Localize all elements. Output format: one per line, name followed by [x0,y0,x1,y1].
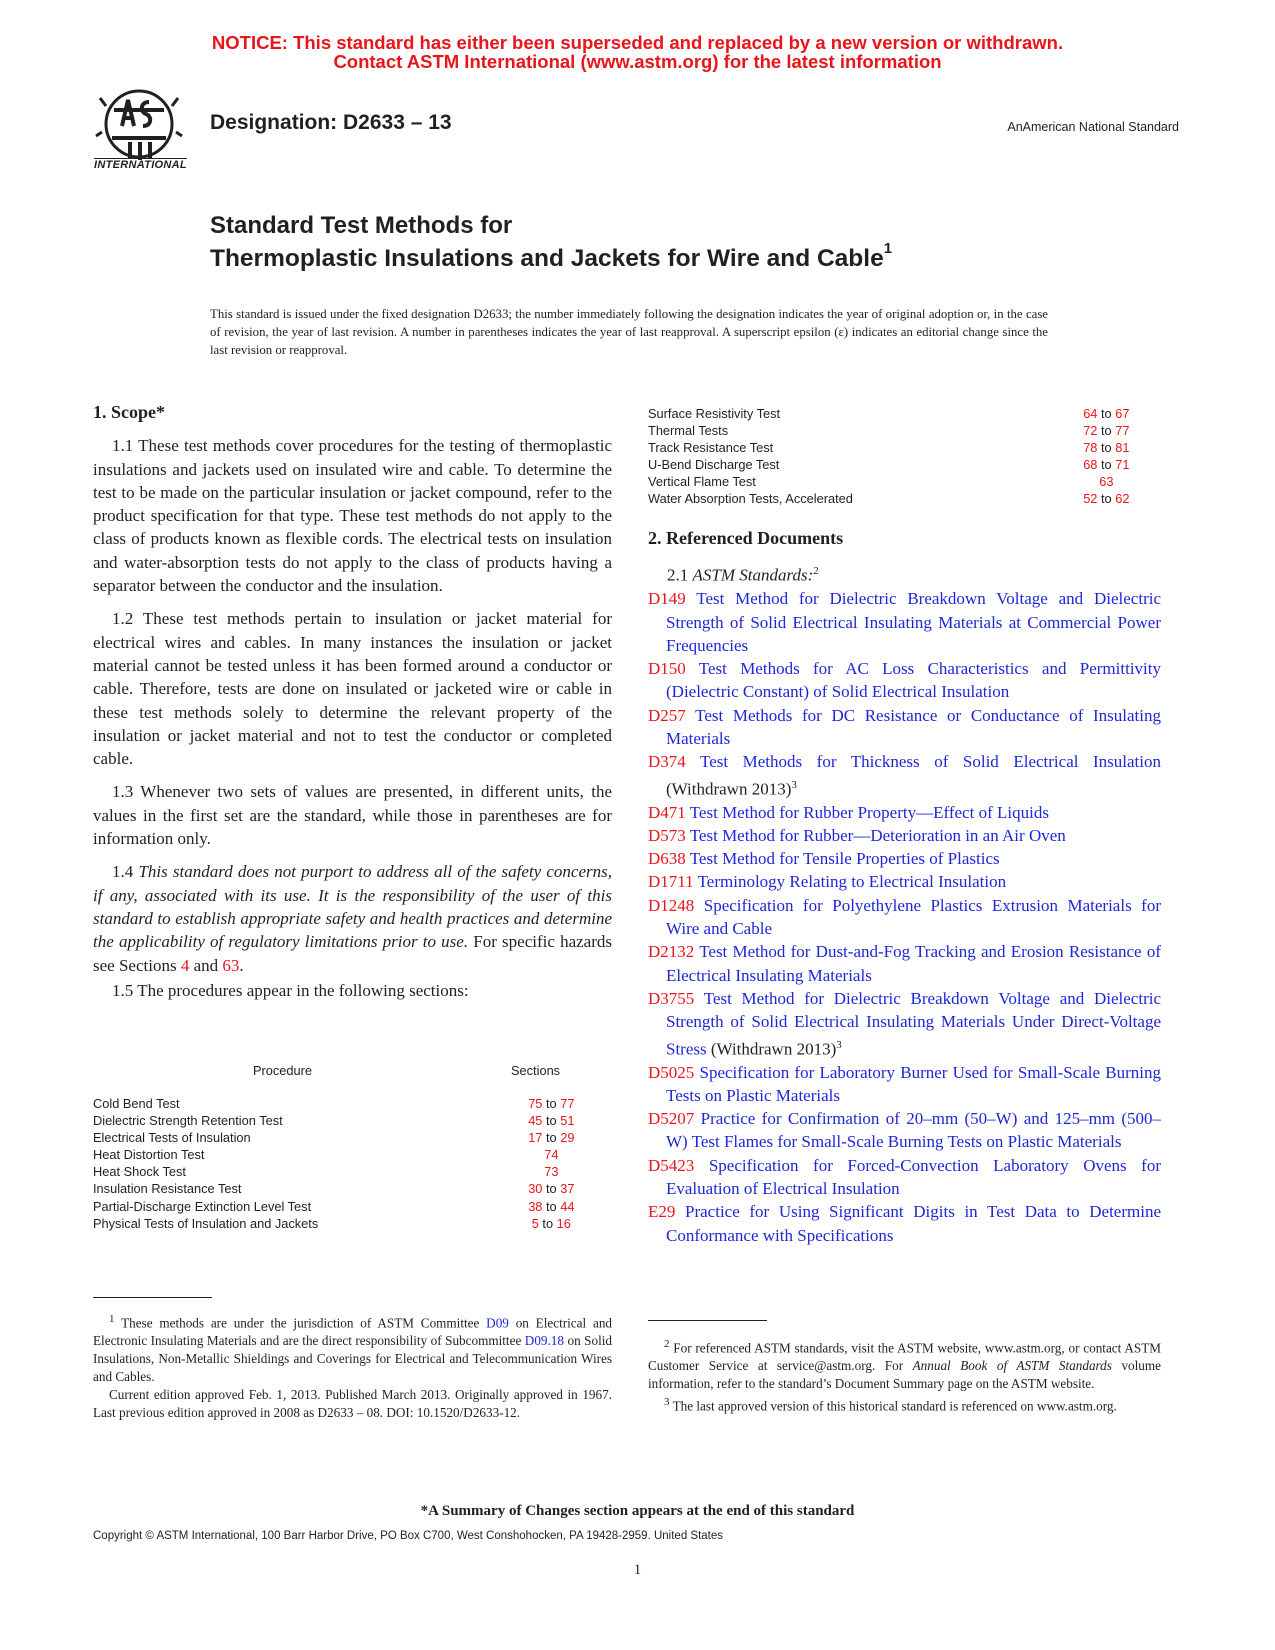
range-to: to [545,1113,557,1129]
procedure-name: Physical Tests of Insulation and Jackets [93,1215,319,1231]
section-link[interactable]: 74 [544,1147,559,1163]
referenced-document-d5025 [648,1061,1161,1108]
section-link[interactable]: 72 [1083,423,1098,439]
range-to: to [545,1130,557,1146]
title-line-2 [210,240,893,273]
procedure-row [648,456,1148,473]
footnotes-right [648,1335,1161,1416]
procedure-row [93,1215,593,1232]
document-title-link[interactable]: Practice for Confirmation of 20–mm (50–W) and 125–mm (500–W) Test Flames for Small-Scale Burning Tests on Plastic Materials [666,1109,1161,1152]
paragraph-number: 1.4 [112,862,134,882]
safety-caveat: This standard does not purport to address all of the safety concerns, if any, associated with its use. It is the responsibility of the user of this standard to establish appropriate safety and health practices and determine the applicability of regulatory limitations prior to use. [93,862,613,952]
procedure-name: Partial-Discharge Extinction Level Test [93,1198,312,1214]
notice-line-1: NOTICE: This standard has either been superseded and replaced by a new version or withdrawn. [211,32,1064,53]
title-text: Thermoplastic Insulations and Jackets for Wire and Cable [210,245,884,273]
procedure-row [93,1163,593,1180]
procedure-name: Dielectric Strength Retention Test [93,1113,283,1129]
withdrawn-note: (Withdrawn 2013) [666,779,792,799]
referenced-document-d3755 [648,987,1161,1061]
procedure-sections [1065,405,1148,422]
referenced-document-d374 [648,750,1161,800]
section-link[interactable]: 81 [1115,440,1130,456]
range-to: to [1100,406,1112,421]
referenced-document-d638 [648,847,1161,870]
annual-book-title: Annual Book of ASTM Standards [912,1358,1112,1374]
referenced-document-d257 [648,704,1161,751]
right-column [648,527,1161,1247]
range-to: to [1100,457,1112,473]
footnote-2-text-a: For referenced ASTM standards, visit the ASTM website, www.astm.org, or contact ASTM Customer Service at service@astm.org. For [648,1340,1162,1374]
procedure-row [93,1198,593,1215]
footnote-3 [648,1393,1161,1415]
procedure-sections [510,1146,593,1163]
procedure-row [648,422,1148,439]
document-title-link[interactable]: Practice for Using Significant Digits in Test Data to Determine Conformance with Specifications [666,1202,1161,1245]
section-link[interactable]: 5 [531,1215,539,1231]
logo-text: INTERNATIONAL [94,159,187,171]
footnotes-left [93,1310,612,1422]
document-code-link[interactable]: D471 [648,802,686,822]
page-number: 1 [633,1562,642,1578]
document-code-link[interactable]: D2132 [648,942,695,962]
section-link[interactable]: 64 [1083,406,1098,421]
withdrawn-note: (Withdrawn 2013) [710,1039,837,1059]
section-link[interactable]: 73 [544,1164,559,1180]
procedure-name: Thermal Tests [648,423,729,439]
document-title-link[interactable]: Specification for Polyethylene Plastics Extrusion Materials for Wire and Cable [666,895,1161,939]
document-title-link[interactable]: Test Methods for AC Loss Characteristics and Permittivity (Dielectric Constant) of Solid Electrical Insulation [666,659,1161,702]
footnote-1-text-a: These methods are under the jurisdiction of ASTM Committee [121,1315,480,1331]
document-code-link[interactable]: D573 [648,825,686,845]
section-link[interactable]: 77 [1115,423,1130,439]
procedure-name: Surface Resistivity Test [648,406,781,421]
subcommittee-d09-18-link[interactable]: D09.18 [524,1333,564,1349]
document-code-link[interactable]: D3755 [648,988,695,1008]
referenced-document-d5423 [648,1154,1161,1201]
american-national-standard-label: AnAmerican National Standard [1007,120,1179,134]
document-code-link[interactable]: E29 [648,1202,676,1222]
procedure-row [93,1095,593,1112]
procedure-name: Cold Bend Test [93,1096,180,1111]
procedure-sections [510,1112,593,1129]
section-link[interactable]: 51 [560,1113,575,1129]
range-to: to [1100,440,1112,456]
referenced-document-d150 [648,657,1161,704]
procedure-sections [1065,456,1148,473]
referenced-document-d1711 [648,870,1161,893]
footnote-2-mark: 2 [813,565,819,578]
section-link[interactable]: 44 [560,1198,575,1214]
summary-of-changes-note: *A Summary of Changes section appears at the end of this standard [420,1503,855,1519]
section-link[interactable]: 45 [528,1113,543,1129]
scope-paragraph-1-2: 1.2 These test methods pertain to insulation or jacket material for electrical wires and cables. In many instances the insulation or jacket material cannot be tested unless it has been formed around a conductor or cable. Therefore, tests are done on insulated or jacketed wire or cable in these test methods solely to determine the relevant property of the insulation or jacket material and not to test the conductor or completed cable. [93,609,612,769]
procedure-name: Heat Shock Test [93,1164,186,1180]
document-title-link[interactable]: Terminology Relating to Electrical Insulation [697,872,1007,892]
range-to: to [545,1181,557,1197]
procedure-row [93,1180,593,1197]
referenced-document-d1248 [648,894,1161,941]
procedure-sections [1065,490,1148,507]
subsection-number: 2.1 [667,565,689,585]
notice-line-2: Contact ASTM International (www.astm.org) for the latest information [333,51,942,72]
scope-paragraph-1-4 [93,860,612,976]
section-link[interactable]: 30 [528,1181,543,1197]
procedure-sections [1065,422,1148,439]
title-line-1: Standard Test Methods for [210,212,513,239]
section-link[interactable]: 71 [1115,457,1130,473]
section-link[interactable]: 17 [528,1130,543,1146]
footnote-1-text-b: on Electrical and Electronic Insulating Materials and are the direct responsibility of Subcommittee [93,1315,613,1349]
footnote-3-text: The last approved version of this historical standard is referenced on www.astm.org. [672,1398,1117,1414]
footnote-3-mark: 3 [836,1038,842,1051]
scope-paragraph-1-3: 1.3 Whenever two sets of values are presented, in different units, the values in the first set are the standard, while those in parentheses are for information only. [93,782,612,849]
title-footnote-mark: 1 [883,240,893,257]
footnote-2 [648,1335,1161,1393]
footnote-1-edition: Current edition approved Feb. 1, 2013. Published March 2013. Originally approved in 1967. Last previous edition approved in 2008 as D2633 – 08. DOI: 10.1520/D2633-12. [93,1387,612,1421]
section-link[interactable]: 68 [1083,457,1098,473]
document-title-link[interactable]: Specification for Laboratory Burner Used for Small-Scale Burning Tests on Plastic Materials [666,1062,1161,1105]
procedure-name: Vertical Flame Test [648,474,756,490]
procedure-sections [510,1129,593,1146]
procedure-row [93,1129,593,1146]
document-code-link[interactable]: D5025 [648,1062,695,1082]
procedure-sections [510,1095,593,1112]
procedure-sections [510,1163,593,1180]
procedure-name: Electrical Tests of Insulation [93,1130,251,1146]
referenced-document-d471 [648,801,1161,824]
range-to: to [1100,423,1112,439]
footnote-1-mark: 1 [109,1313,115,1325]
procedure-name: Track Resistance Test [648,440,774,456]
range-to: to [542,1215,554,1231]
document-code-link[interactable]: D638 [648,849,686,869]
document-code-link[interactable]: D150 [648,659,686,679]
scope-heading: 1. Scope* [93,402,165,422]
referenced-document-e29 [648,1200,1161,1247]
procedure-row [648,473,1148,490]
section-link[interactable]: 75 [528,1096,543,1111]
document-title-link[interactable]: Specification for Forced-Convection Laboratory Ovens for Evaluation of Electrical Insulation [666,1155,1161,1198]
document-title-link[interactable]: Test Method for Dust-and-Fog Tracking and Erosion Resistance of Electrical Insulating Materials [666,942,1161,985]
document-title-link[interactable]: Test Method for Dielectric Breakdown Voltage and Dielectric Strength of Solid Electrical Insulating Materials at Commercial Power Frequencies [666,589,1161,655]
procedure-name: U-Bend Discharge Test [648,457,780,473]
procedure-name: Heat Distortion Test [93,1147,205,1163]
section-link[interactable]: 62 [1115,491,1130,507]
document-title-link[interactable]: Test Method for Rubber Property—Effect of Liquids [689,802,1049,822]
section-4-link[interactable]: 4 [180,955,190,975]
procedure-name: Water Absorption Tests, Accelerated [648,491,853,507]
footnote-1 [93,1310,612,1386]
and-text: and [193,955,219,975]
document-title-link[interactable]: Test Method for Rubber—Deterioration in an Air Oven [689,825,1066,845]
section-link[interactable]: 16 [556,1215,571,1231]
footnote-rule-left [93,1297,212,1298]
document-code-link[interactable]: D374 [648,752,686,772]
scope-paragraph-1-5: 1.5 The procedures appear in the following sections: [112,980,469,1000]
copyright: Copyright © ASTM International, 100 Barr Harbor Drive, PO Box C700, West Conshohocken, PA 19428-2959. United States [93,1530,724,1542]
procedure-sections [1065,473,1148,490]
footnote-2-text-b: volume information, refer to the standard’s Document Summary page on the ASTM website. [648,1358,1161,1392]
section-link[interactable]: 37 [560,1181,575,1197]
subsection-label: ASTM Standards: [692,565,814,585]
procedure-table-right [648,405,1148,508]
hazards-text: For specific hazards see Sections [93,932,612,975]
procedure-column-header: Procedure [253,1063,313,1078]
period: . [239,955,244,975]
section-link[interactable]: 63 [1099,474,1114,490]
range-to: to [545,1096,557,1111]
issue-note: This standard is issued under the fixed designation D2633; the number immediately following the designation indicates the year of original adoption or, in the case of revision, the year of last revision. A number in parentheses indicates the year of last reapproval. A superscript epsilon (ε) indicates an editorial change since the last revision or reapproval. [210,307,1048,357]
procedure-sections [1065,439,1148,456]
procedure-row [93,1112,593,1129]
procedure-row [648,439,1148,456]
section-link[interactable]: 29 [560,1130,575,1146]
committee-d09-link[interactable]: D09 [486,1315,509,1331]
document-code-link[interactable]: D5207 [648,1109,695,1129]
procedure-name: Insulation Resistance Test [93,1181,242,1197]
referenced-document-d2132 [648,940,1161,987]
astm-standards-subheading [648,560,1161,587]
document-title-link[interactable]: Test Methods for DC Resistance or Conductance of Insulating Materials [666,705,1161,749]
procedure-sections [510,1215,593,1232]
document-code-link[interactable]: D5423 [648,1155,695,1175]
range-to: to [545,1198,557,1214]
procedure-sections [510,1198,593,1215]
section-link[interactable]: 78 [1083,440,1098,456]
range-to: to [1100,491,1112,507]
procedure-row [648,405,1148,422]
document-code-link[interactable]: D149 [648,589,686,609]
document-code-link[interactable]: D1248 [648,895,695,915]
footnote-3-mark: 3 [791,778,797,791]
referenced-documents-list [648,587,1161,1247]
referenced-document-d573 [648,824,1161,847]
referenced-document-d149 [648,587,1161,657]
section-63-link[interactable]: 63 [222,955,240,975]
document-code-link[interactable]: D1711 [648,872,694,892]
footnote-3-mark: 3 [664,1396,670,1409]
document-title-link[interactable]: Test Method for Tensile Properties of Plastics [689,849,1000,869]
section-link[interactable]: 77 [560,1096,575,1111]
document-code-link[interactable]: D257 [648,705,686,725]
footnote-1-text-c: on Solid Insulations, Non-Metallic Shieldings and Coverings for Electrical and Telecommunication Wires and Cables. [93,1333,613,1385]
referenced-documents-heading: 2. Referenced Documents [648,528,844,548]
designation: Designation: D2633 – 13 [210,111,452,134]
left-column [93,401,612,1012]
astm-logo [94,86,200,176]
document-title-link[interactable]: Test Methods for Thickness of Solid Electrical Insulation [700,752,1161,772]
document-title-link[interactable]: Test Method for Dielectric Breakdown Voltage and Dielectric Strength of Solid Electrical Insulating Materials Under Direct-Voltage Stress [666,988,1161,1059]
procedure-row [93,1146,593,1163]
section-link[interactable]: 52 [1083,491,1098,507]
sections-column-header: Sections [511,1063,561,1078]
referenced-document-d5207 [648,1107,1161,1154]
procedure-sections [510,1180,593,1197]
scope-paragraph-1-1: 1.1 These test methods cover procedures for the testing of thermoplastic insulations and jackets used on insulated wire and cable. To determine the test to be made on the particular insulation or jacket compound, refer to the product specification for that type. These test methods do not apply to the class of products known as flexible cords. The electrical tests on insulation and water-absorption tests do not apply to the class of products having a separator between the conductor and the insulation. [93,436,612,596]
procedure-row [648,490,1148,507]
procedure-table-left [93,1095,593,1232]
footnote-rule-right [648,1320,767,1321]
section-link[interactable]: 38 [528,1198,543,1214]
footnote-2-mark: 2 [664,1338,670,1350]
section-link[interactable]: 67 [1115,406,1130,421]
withdrawal-notice [0,33,1275,71]
